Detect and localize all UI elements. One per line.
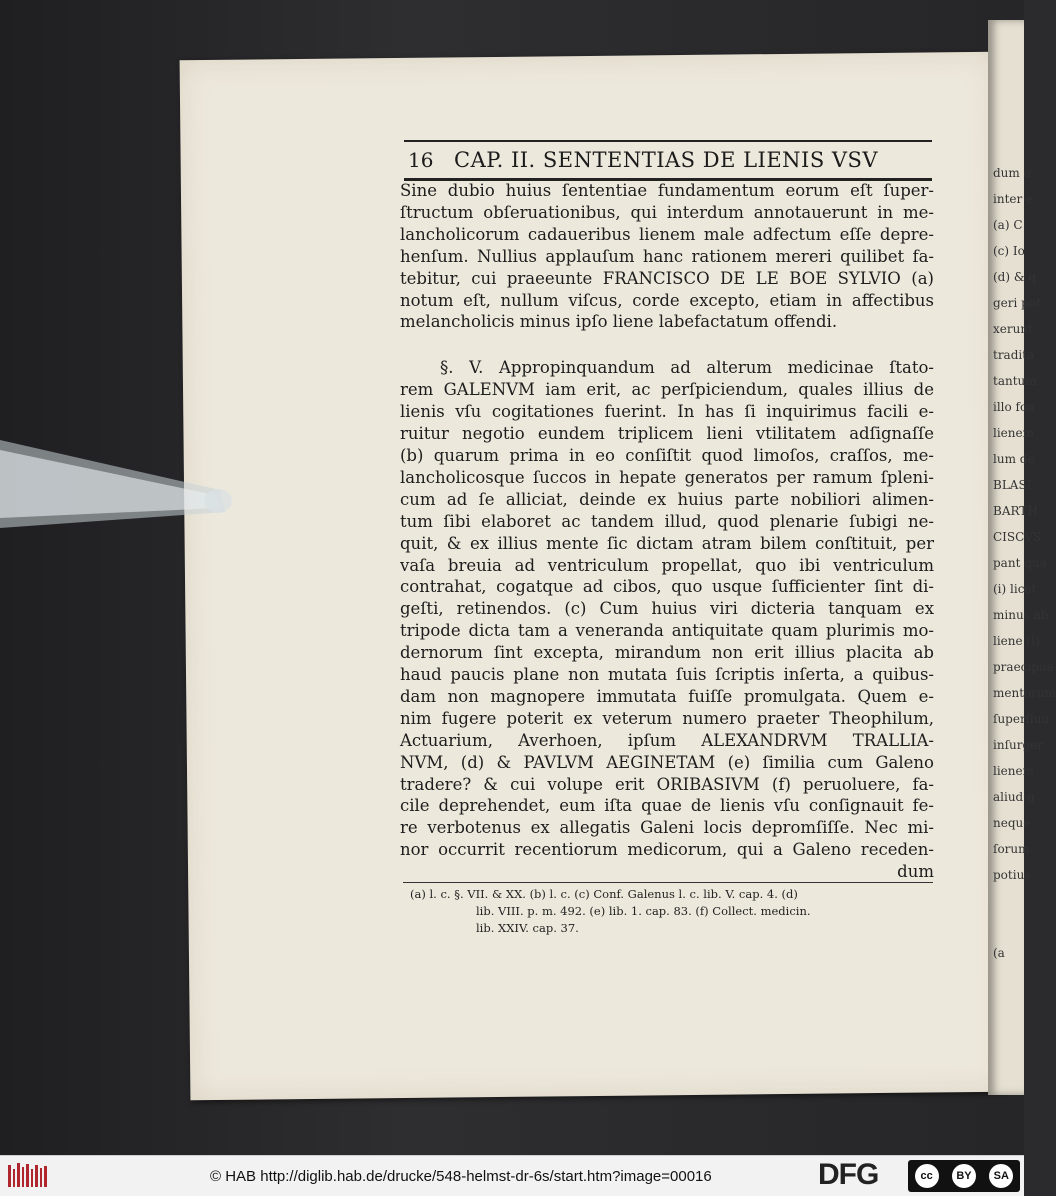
adjacent-page-fragment: ſorum	[993, 842, 1030, 856]
adjacent-page-fragment: tantum	[993, 374, 1037, 388]
text-line: nim fugere poterit ex veterum numero praeter Theophilum,	[400, 708, 934, 728]
adjacent-page-fragment: inſurger	[993, 738, 1043, 752]
page-holder-clip	[0, 440, 235, 530]
adjacent-page-fragment: (a) C	[993, 218, 1023, 232]
cc-license-badge[interactable]	[908, 1160, 1020, 1192]
text-line: ſtructum obſeruationibus, qui interdum annotauerunt in me-	[400, 202, 934, 222]
adjacent-page-fragment: lienem	[993, 426, 1034, 440]
adjacent-page-fragment: geri pot	[993, 296, 1041, 310]
running-head	[404, 140, 932, 181]
adjacent-page-fragment: ſuperfluu	[993, 712, 1050, 726]
text-line: nor occurrit recentiorum medicorum, qui a Galeno receden-	[400, 840, 934, 860]
adjacent-page-fragment: potius	[993, 868, 1031, 882]
adjacent-page-fragment: aliud q	[993, 790, 1035, 804]
adjacent-page-fragment	[988, 914, 1024, 940]
body-text	[400, 180, 934, 883]
adjacent-page-fragment: (a	[993, 946, 1005, 960]
text-line: lienis vſu cogitationes fuerint. In has ſi inquirimus facili e-	[400, 402, 934, 422]
adjacent-page-fragment	[988, 888, 1024, 914]
text-line: cile deprehendet, eum iſta quae de lienis vſu conſignauit fe-	[400, 796, 934, 816]
adjacent-page-fragment: mentorum	[993, 686, 1056, 700]
adjacent-page-fragment: (c) Io	[993, 244, 1025, 258]
adjacent-page-fragment: minus ab	[993, 608, 1049, 622]
adjacent-page-fragment: liene (l)	[993, 634, 1040, 648]
paragraph-1	[400, 180, 934, 333]
text-line: re verbotenus ex allegatis Galeni locis depromſiſſe. Nec mi-	[400, 818, 934, 838]
sa-share-alike-icon: SA	[989, 1164, 1013, 1188]
adjacent-page-fragment: (d) & q	[993, 270, 1037, 284]
adjacent-page-fragment: xerunt	[993, 322, 1033, 336]
text-line: lancholicosque ſuccos in hepate generatos per ramum ſpleni-	[400, 467, 934, 487]
text-line: tradere? & cui volupe erit ORIBASIVM (f) peruoluere, fa-	[400, 774, 934, 794]
text-line: tum ſibi elaboret ac tandem illud, quod plenarie ſubigi ne-	[400, 511, 934, 531]
text-line: contrahat, cogatque ad cibos, quo usque ſufficienter ſint di-	[400, 577, 934, 597]
adjacent-page-fragment: illo fou	[993, 400, 1035, 414]
footnote-line: lib. VIII. p. m. 492. (e) lib. 1. cap. 83. (f) Collect. medicin.	[476, 904, 811, 918]
text-line: lancholicorum cadaueribus lienem male adfectum eſſe depre-	[400, 224, 934, 244]
text-line: ruitur negotio eundem triplicem lieni vtilitatem adſignaſſe	[400, 424, 934, 444]
text-line: tebitur, cui praeeunte FRANCISCO DE LE BOE SYLVIO (a)	[400, 268, 934, 288]
text-line: NVM, (d) & PAVLVM AEGINETAM (e) ſimilia cum Galeno	[400, 752, 934, 772]
text-line: haud paucis plane non mutata ſuis ſcriptis inſerta, a quibus-	[400, 665, 934, 685]
adjacent-page-fragment: lum de	[993, 452, 1035, 466]
text-line: Actuarium, Averhoen, ipſum ALEXANDRVM TRALLIA-	[400, 730, 934, 750]
footnotes	[410, 886, 935, 937]
hab-library-logo[interactable]	[6, 1161, 50, 1191]
page-number: 16	[408, 148, 434, 172]
adjacent-page-fragment: dum e	[993, 166, 1031, 180]
text-line: henſum. Nullius applauſum hanc rationem mereri quilibet fa-	[400, 246, 934, 266]
cc-icon: cc	[915, 1164, 939, 1188]
text-line: tripode dicta tam a veneranda antiquitate quam plurimis mo-	[400, 621, 934, 641]
text-line: geſti, retinendos. (c) Cum huius viri dicteria tanquam ex	[400, 599, 934, 619]
footnote-line: (a) l. c. §. VII. & XX. (b) l. c. (c) Conf. Galenus l. c. lib. V. cap. 4. (d)	[410, 887, 798, 901]
text-line: notum eſt, nullum viſcus, corde excepto, etiam in affectibus	[400, 290, 934, 310]
adjacent-page-fragment: CISCVS	[993, 530, 1042, 544]
adjacent-page-fragment: BARTH	[993, 504, 1038, 518]
paragraph-2	[400, 357, 934, 861]
copyright-link[interactable]: © HAB http://diglib.hab.de/drucke/548-helmst-dr-6s/start.htm?image=00016	[210, 1167, 712, 1185]
adjacent-page-fragment: lienem	[993, 764, 1034, 778]
text-line: rem GALENVM iam erit, ac perſpiciendum, quales illius de	[400, 380, 934, 400]
footnote-rule	[403, 882, 933, 883]
adjacent-page-fragment: inter e	[993, 192, 1034, 206]
adjacent-page-fragment: (i) licet	[993, 582, 1037, 596]
footnote-line: lib. XXIV. cap. 37.	[476, 921, 579, 935]
adjacent-page-fragment: neque	[993, 816, 1031, 830]
text-line: quit, & ex illius mente ſic dictam atram bilem conſtituit, per	[400, 533, 934, 553]
by-attribution-icon: BY	[952, 1164, 976, 1188]
adjacent-page-fragment: praecipua	[993, 660, 1054, 674]
adjacent-page-fragment: pant qua	[993, 556, 1047, 570]
viewer-footer	[0, 1155, 1024, 1196]
text-line: vaſa breuia ad ventriculum propellat, quo ibi ventriculum	[400, 555, 934, 575]
text-line: dam non magnopere immutata fuiſſe promulgata. Quem e-	[400, 686, 934, 706]
chapter-title: CAP. II. SENTENTIAS DE LIENIS VSV	[454, 148, 879, 172]
text-line: §. V. Appropinquandum ad alterum medicinae ſtato-	[440, 358, 934, 378]
text-line: cum ad ſe alliciat, deinde ex huius parte nobiliori alimen-	[400, 489, 934, 509]
text-line: melancholicis minus ipſo liene labefactatum offendi.	[400, 312, 838, 332]
text-line: Sine dubio huius ſententiae fundamentum eorum eſt ſuper-	[400, 181, 934, 200]
text-line: dernorum ſint excepta, mirandum non erit illius placita ab	[400, 643, 934, 663]
text-line: (b) quarum prima in eo conſiſtit quod limoſos, craſſos, me-	[400, 445, 934, 465]
adjacent-page-fragment: tradita	[993, 348, 1035, 362]
adjacent-page-fragment: BLASI	[993, 478, 1032, 492]
catchword: dum	[897, 862, 934, 882]
adjacent-page-edge	[988, 20, 1056, 1095]
dfg-logo[interactable]: DFG	[818, 1158, 879, 1191]
